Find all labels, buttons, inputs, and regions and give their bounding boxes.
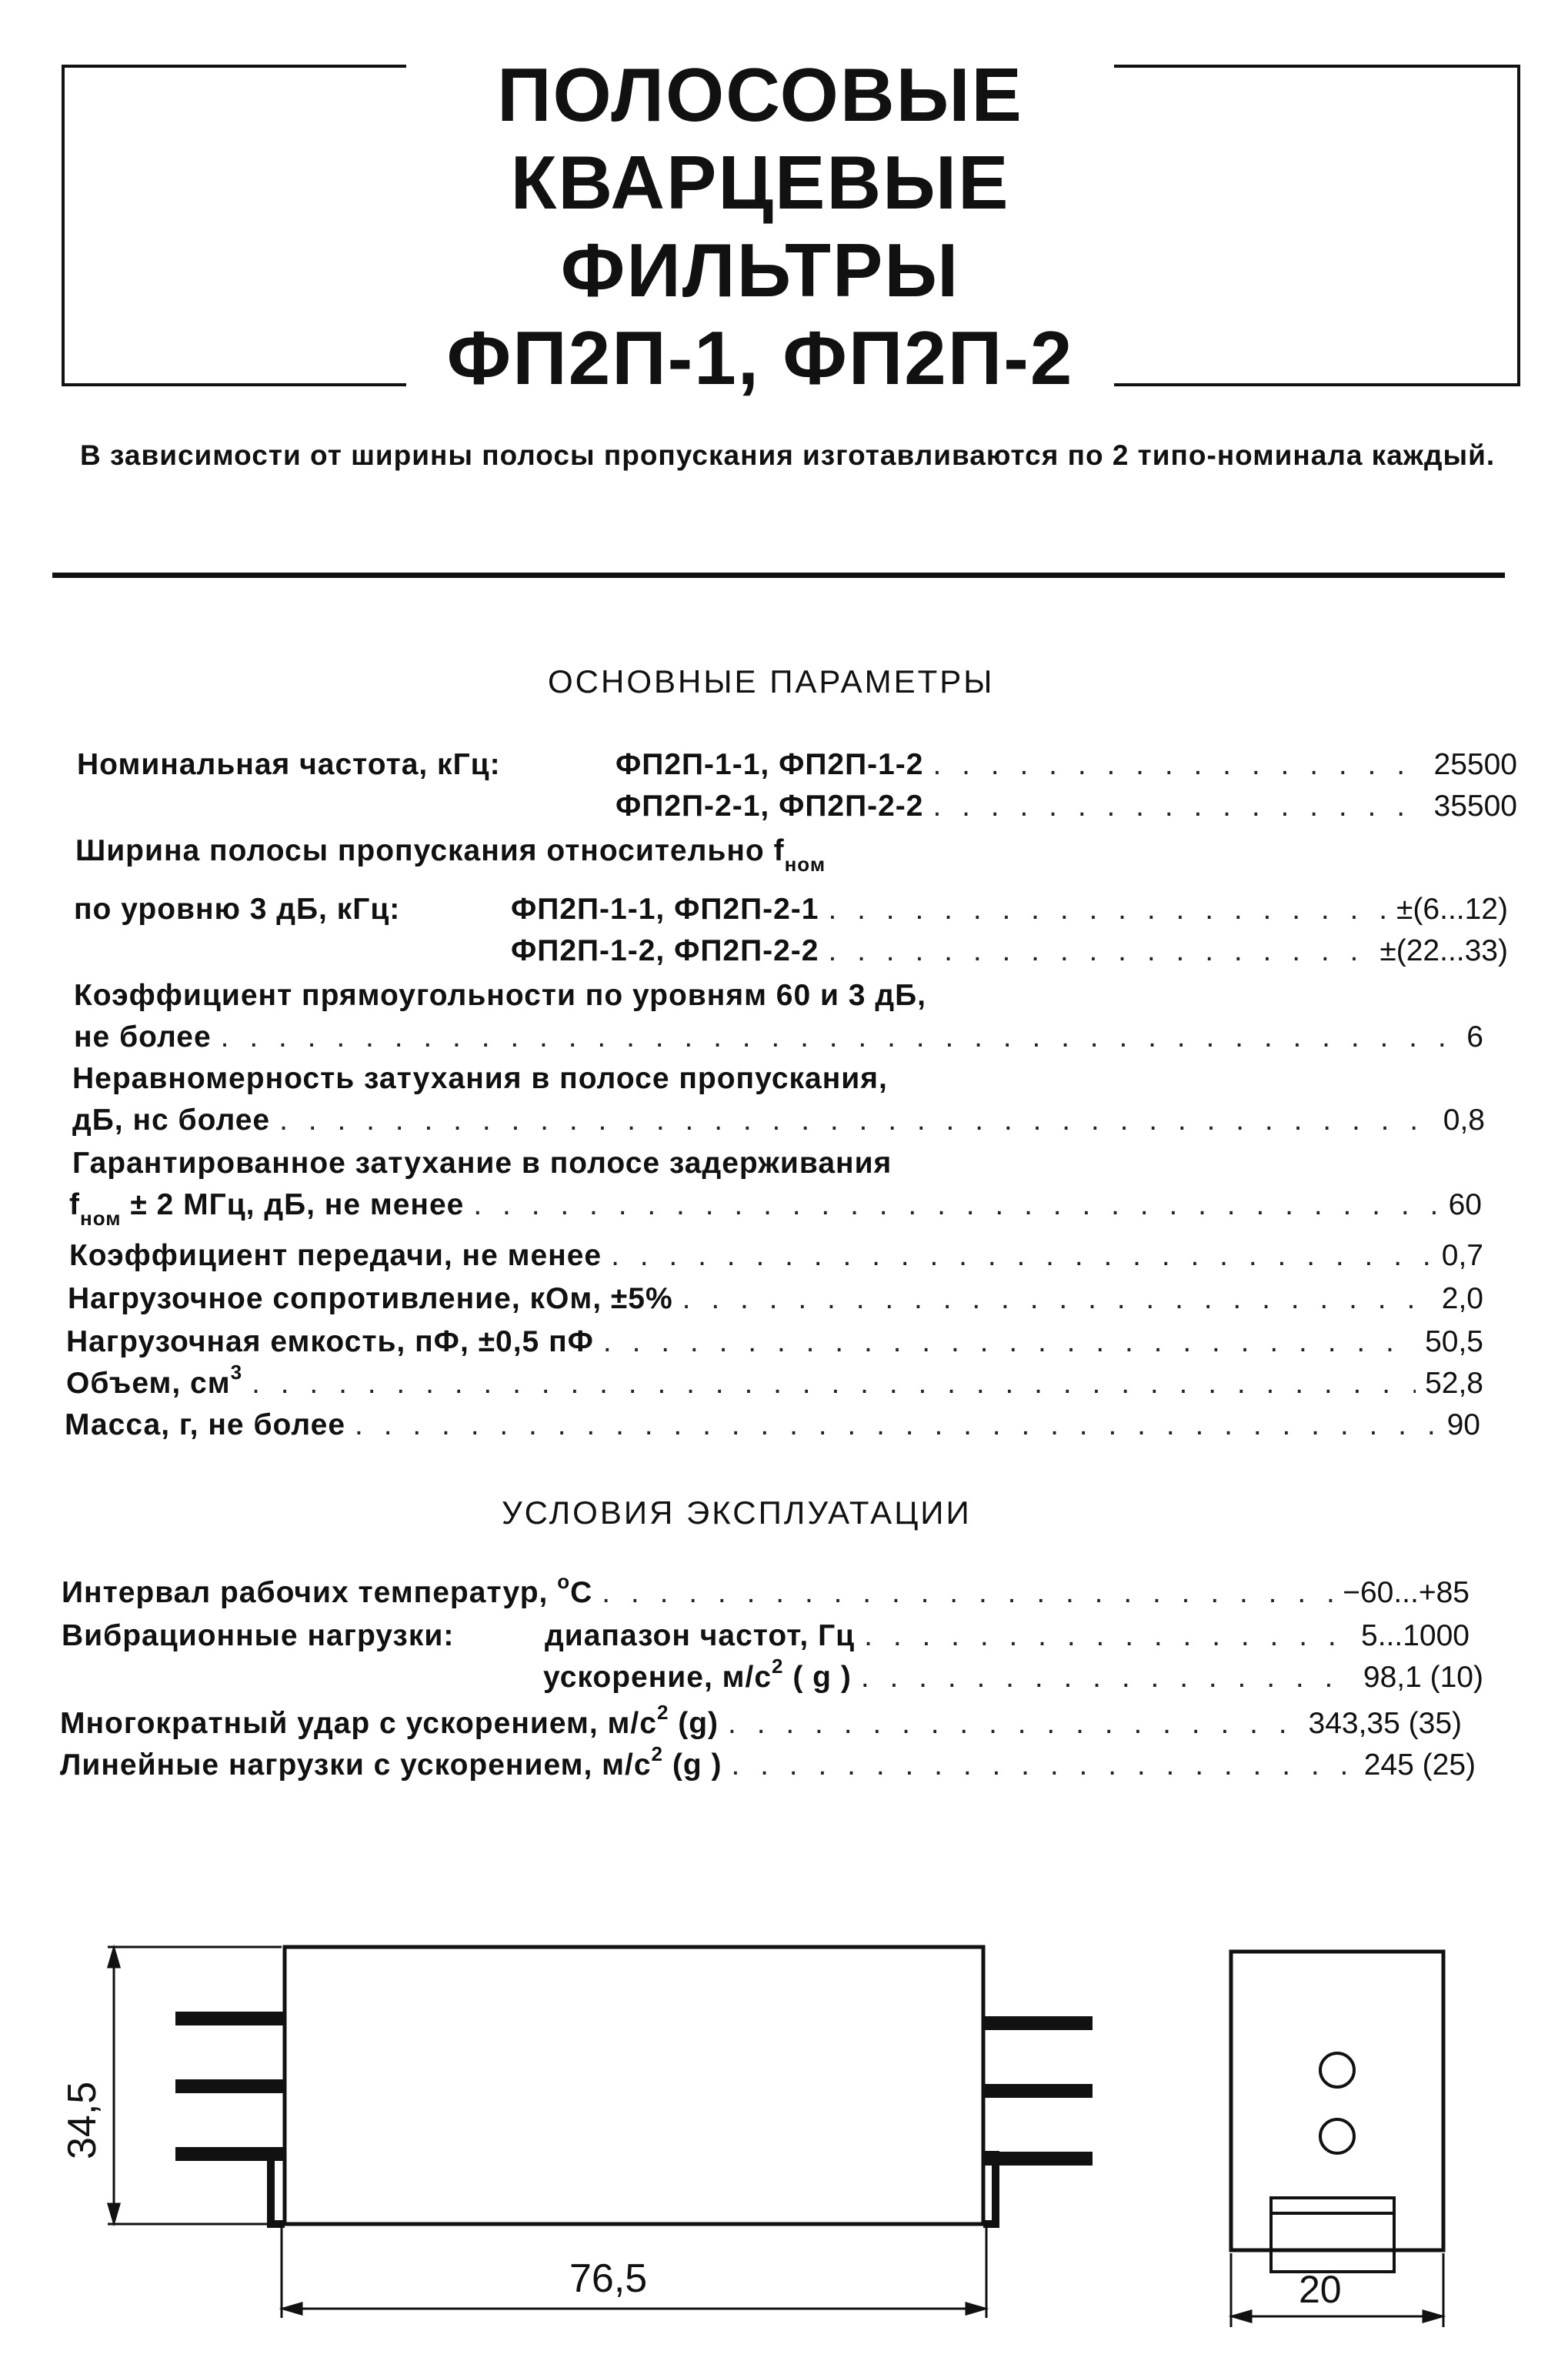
vibration-accel-sup: 2: [772, 1655, 784, 1678]
right-pins: [983, 2016, 1093, 2166]
intro-text: В зависимости от ширины полосы пропускания изготавливаются по 2 типо-номинала каждый.: [80, 439, 1496, 471]
attenuation-label: Гарантированное затухание в полосе задерживания: [72, 1147, 892, 1180]
vibration-accel-unit: ( g ): [783, 1661, 852, 1694]
bandwidth-label-text: Ширина полосы пропускания относительно f: [75, 834, 785, 867]
volume-value: 52,8: [1425, 1367, 1483, 1400]
volume-label-sup: 3: [230, 1361, 243, 1384]
pin-right-2: [983, 2084, 1093, 2098]
rectangularity-value: 6: [1466, 1020, 1483, 1054]
nominal-freq-label: Номинальная частота, кГц:: [77, 748, 501, 781]
rectangularity-label-2: не более: [74, 1020, 212, 1054]
nonuniformity-value: 0,8: [1443, 1104, 1485, 1137]
left-pins: [175, 2012, 285, 2161]
arrow-icon: [966, 2303, 985, 2314]
length-dim-label: 76,5: [569, 2256, 648, 2301]
arrow-icon: [283, 2303, 302, 2314]
mass-value: 90: [1446, 1408, 1480, 1441]
arrow-icon: [1423, 2311, 1442, 2322]
temperature-label-text: Интервал рабочих температур,: [62, 1576, 558, 1609]
temperature-degree: о: [557, 1570, 571, 1593]
attenuation-f: f: [69, 1188, 80, 1221]
pin-left-3: [175, 2147, 285, 2161]
load-capacity-label: Нагрузочная емкость, пФ, ±0,5 пФ: [66, 1325, 594, 1358]
title-line-1: ПОЛОСОВЫЕ: [497, 52, 1023, 137]
shock-label-unit: (g): [669, 1707, 719, 1740]
bandwidth-value-1: ±(6...12): [1396, 893, 1508, 926]
load-resistance-value: 2,0: [1441, 1282, 1483, 1315]
bandwidth-models-1: ФП2П-1-1, ФП2П-2-1: [511, 893, 819, 926]
shock-value: 343,35 (35): [1308, 1707, 1462, 1740]
vibration-freq-value: 5...1000: [1361, 1619, 1470, 1652]
nominal-freq-value-2: 35500: [1433, 790, 1517, 823]
pin-right-3: [983, 2152, 1093, 2166]
load-capacity-value: 50,5: [1425, 1325, 1483, 1358]
body-base-shading: [271, 2155, 996, 2224]
pin-left-1: [175, 2012, 285, 2025]
nominal-freq-models-1: ФП2П-1-1, ФП2П-1-2: [616, 748, 924, 781]
load-resistance-label: Нагрузочное сопротивление, кОм, ±5%: [68, 1282, 673, 1315]
linear-label-unit: (g ): [663, 1748, 722, 1782]
title-line-3: ФИЛЬТРЫ: [560, 228, 960, 312]
attenuation-rest: ± 2 МГц, дБ, не менее: [130, 1188, 465, 1221]
nominal-freq-value-1: 25500: [1433, 748, 1517, 781]
vibration-label: Вибрационные нагрузки:: [62, 1619, 455, 1652]
terminal-hole-2: [1320, 2119, 1354, 2153]
shock-label-sup: 2: [656, 1701, 669, 1724]
title-line-2: КВАРЦЕВЫЕ: [510, 140, 1010, 225]
conditions-title: УСЛОВИЯ ЭКСПЛУАТАЦИИ: [502, 1494, 972, 1531]
front-view: [271, 1947, 996, 2224]
side-view: [1231, 1952, 1443, 2272]
linear-value: 245 (25): [1363, 1748, 1476, 1782]
vibration-freq-label: диапазон частот, Гц: [545, 1619, 856, 1652]
temperature-value: −60...+85: [1343, 1576, 1470, 1609]
arrow-icon: [1233, 2311, 1251, 2322]
terminal-hole-1: [1320, 2053, 1354, 2087]
mass-label: Масса, г, не более: [65, 1408, 346, 1441]
side-body: [1231, 1952, 1443, 2250]
bandwidth-value-2: ±(22...33): [1380, 934, 1508, 967]
filter-body: [285, 1947, 983, 2224]
nonuniformity-label: Неравномерность затухания в полосе пропускания,: [72, 1062, 888, 1095]
volume-label-text: Объем, см: [66, 1367, 231, 1400]
bandwidth-label-sub: ном: [784, 853, 826, 876]
transfer-label: Коэффициент передачи, не менее: [69, 1239, 602, 1272]
shock-label-text: Многократный удар с ускорением, м/с: [60, 1707, 657, 1740]
pin-left-2: [175, 2079, 285, 2093]
height-dim-label: 34,5: [60, 2081, 105, 2159]
bandwidth-level-label: по уровню 3 дБ, кГц:: [74, 893, 401, 926]
params-title: ОСНОВНЫЕ ПАРАМЕТРЫ: [548, 663, 995, 700]
linear-label-text: Линейные нагрузки с ускорением, м/с: [60, 1748, 652, 1782]
attenuation-value: 60: [1448, 1188, 1482, 1221]
transfer-value: 0,7: [1441, 1239, 1483, 1272]
width-dim-label: 20: [1299, 2268, 1342, 2311]
vibration-accel-value: 98,1 (10): [1363, 1661, 1483, 1694]
vibration-accel-text: ускорение, м/с: [543, 1661, 772, 1694]
temperature-unit: С: [570, 1576, 593, 1609]
side-label-plate: [1271, 2198, 1394, 2272]
nominal-freq-models-2: ФП2П-2-1, ФП2П-2-2: [616, 790, 924, 823]
arrow-icon: [108, 1949, 119, 1967]
attenuation-sub: ном: [80, 1207, 122, 1230]
nonuniformity-label-2: дБ, нс более: [72, 1104, 271, 1137]
rectangularity-label: Коэффициент прямоугольности по уровням 60 и 3 дБ,: [74, 979, 926, 1012]
bandwidth-models-2: ФП2П-1-2, ФП2П-2-2: [511, 934, 819, 967]
title-line-4: ФП2П-1, ФП2П-2: [446, 316, 1074, 400]
linear-label-sup: 2: [651, 1742, 663, 1765]
pin-right-1: [983, 2016, 1093, 2030]
arrow-icon: [108, 2204, 119, 2222]
